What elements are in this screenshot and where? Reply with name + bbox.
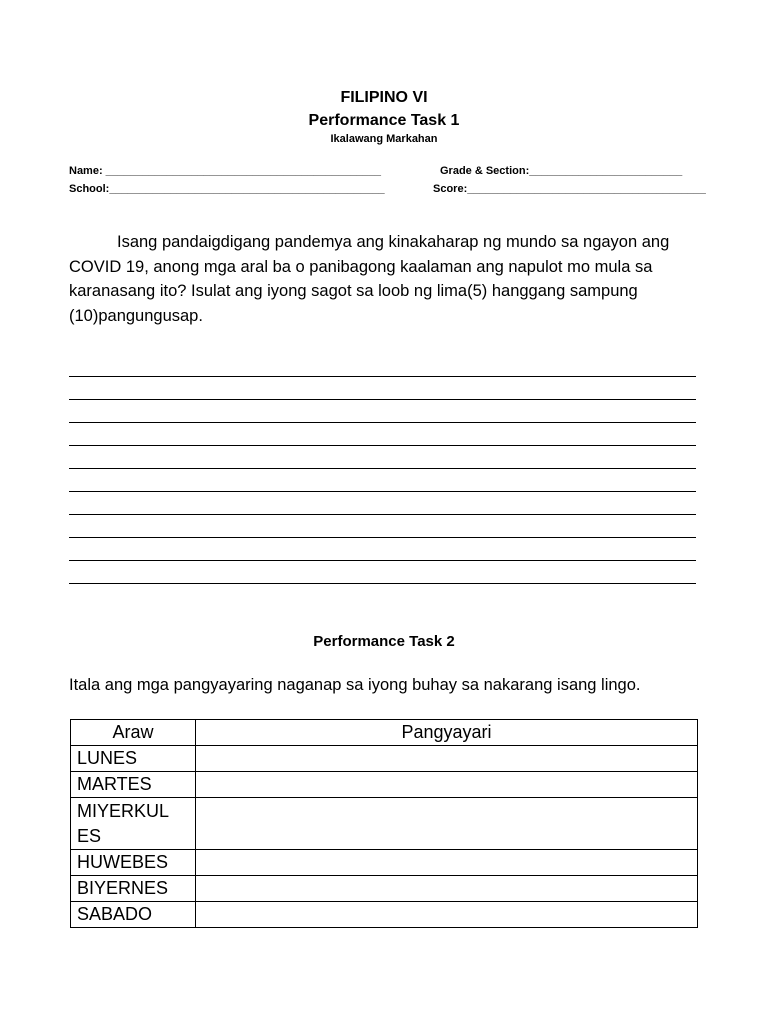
grade-section-field[interactable]: Grade & Section:_________________________ (440, 165, 683, 177)
answer-line[interactable] (69, 423, 696, 446)
table-row (71, 772, 698, 798)
quarter-subtitle: Ikalawang Markahan (330, 133, 438, 145)
answer-area[interactable] (69, 354, 696, 584)
answer-line[interactable] (69, 561, 696, 584)
prompt-line: (10)pangungusap. (69, 306, 203, 325)
day-label: BIYERNES (77, 878, 169, 898)
prompt-line: karanasang ito? Isulat ang iyong sagot sa loob ng lima(5) hanggang sampung (69, 282, 638, 300)
event-cell[interactable] (196, 850, 698, 876)
answer-line[interactable] (69, 538, 696, 561)
event-cell[interactable] (196, 772, 698, 798)
event-cell[interactable] (196, 902, 698, 928)
day-label: SABADO (77, 904, 153, 924)
event-cell[interactable] (196, 746, 698, 772)
name-field[interactable]: Name: _____________________________________________ (69, 165, 381, 177)
day-label: LUNES (77, 748, 138, 768)
day-cell (71, 850, 196, 876)
table-row (71, 876, 698, 902)
weekly-events-table (70, 719, 698, 928)
day-cell (71, 902, 196, 928)
task2-title: Performance Task 2 (313, 633, 455, 650)
task1-title: Performance Task 1 (308, 112, 460, 129)
day-label: MIYERKULES (77, 800, 170, 846)
day-cell (71, 876, 196, 902)
answer-line[interactable] (69, 492, 696, 515)
answer-line[interactable] (69, 354, 696, 377)
task1-prompt (69, 230, 709, 328)
table-row (71, 850, 698, 876)
answer-line[interactable] (69, 446, 696, 469)
day-label: HUWEBES (77, 852, 169, 872)
event-cell[interactable] (196, 798, 698, 850)
day-label: MARTES (77, 774, 152, 794)
answer-line[interactable] (69, 400, 696, 423)
event-cell[interactable] (196, 876, 698, 902)
table-row (71, 902, 698, 928)
answer-line[interactable] (69, 377, 696, 400)
prompt-line: COVID 19, anong mga aral ba o panibagong kaalaman ang napulot mo mula sa (69, 257, 653, 276)
answer-line[interactable] (69, 469, 696, 492)
day-cell (71, 798, 196, 850)
table-row (71, 798, 698, 850)
table-row (71, 746, 698, 772)
day-cell (71, 746, 196, 772)
task2-instruction: Itala ang mga pangyayaring naganap sa iyong buhay sa nakarang isang lingo. (69, 676, 641, 694)
score-field[interactable]: Score:_______________________________________ (433, 183, 706, 195)
column-header-event: Pangyayari (196, 720, 698, 746)
day-cell (71, 772, 196, 798)
prompt-line: Isang pandaigdigang pandemya ang kinakaharap ng mundo sa ngayon ang (117, 233, 670, 251)
column-header-day: Araw (71, 720, 196, 746)
subject-title: FILIPINO VI (340, 89, 428, 106)
school-field[interactable]: School:_____________________________________________ (69, 183, 385, 195)
table-header-row (71, 720, 698, 746)
answer-line[interactable] (69, 515, 696, 538)
